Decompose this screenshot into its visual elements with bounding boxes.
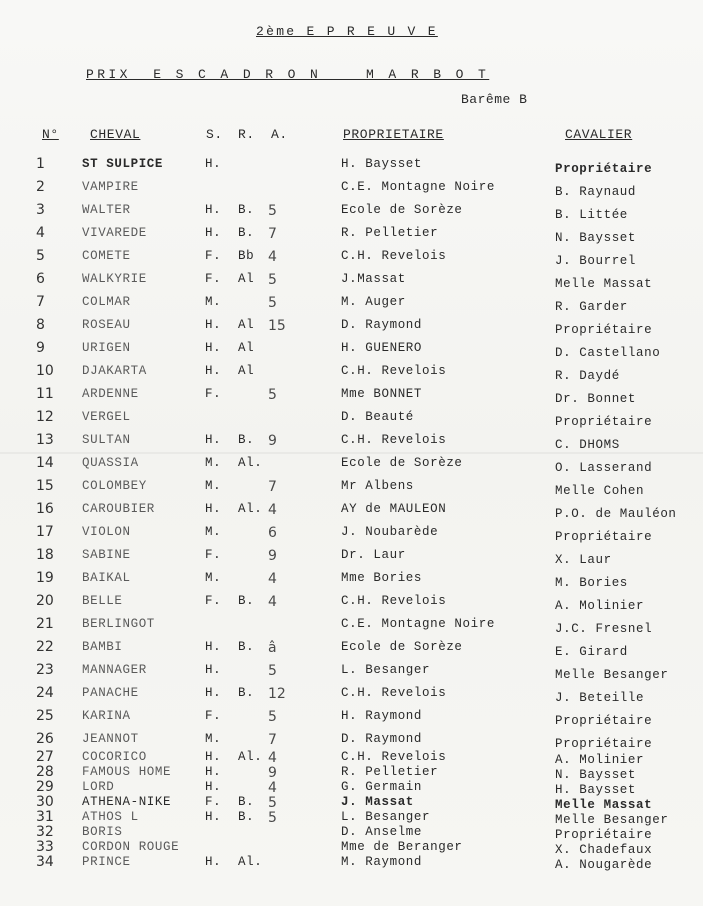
rider-name: Propriétaire <box>555 737 653 751</box>
horse-name: BAIKAL <box>82 571 131 585</box>
row-number: 16 <box>36 501 54 517</box>
row-number: 28 <box>36 764 54 780</box>
horse-name: ATHOS L <box>82 810 139 824</box>
horse-name: BELLE <box>82 594 123 608</box>
horse-sex: M. <box>205 295 222 309</box>
horse-name: LORD <box>82 780 115 794</box>
horse-sex: M. <box>205 479 222 493</box>
row-number: 23 <box>36 662 54 678</box>
horse-age: 9 <box>268 765 277 781</box>
horse-sex: F. <box>205 594 222 608</box>
horse-sex: F. <box>205 548 222 562</box>
rider-name: Propriétaire <box>555 162 653 176</box>
rider-name: Melle Cohen <box>555 484 645 498</box>
horse-age: 4 <box>268 571 277 587</box>
owner-name: Mme BONNET <box>341 387 423 401</box>
horse-name: JEANNOT <box>82 732 139 746</box>
horse-race: Al. <box>238 750 263 764</box>
owner-name: H. Raymond <box>341 709 423 723</box>
bareme-label: Barême B <box>461 92 528 107</box>
row-number: 25 <box>36 708 54 724</box>
owner-name: Mme de Beranger <box>341 840 463 854</box>
owner-name: C.E. Montagne Noire <box>341 180 495 194</box>
owner-name: C.E. Montagne Noire <box>341 617 495 631</box>
horse-age: 4 <box>268 594 277 610</box>
horse-name: DJAKARTA <box>82 364 147 378</box>
horse-name: VERGEL <box>82 410 131 424</box>
owner-name: C.H. Revelois <box>341 750 447 764</box>
horse-sex: H. <box>205 640 222 654</box>
horse-name: VIVAREDE <box>82 226 147 240</box>
horse-sex: F. <box>205 795 222 809</box>
row-number: 21 <box>36 616 54 632</box>
row-number: 34 <box>36 854 54 870</box>
horse-race: Al <box>238 318 255 332</box>
owner-name: R. Pelletier <box>341 226 439 240</box>
row-number: 15 <box>36 478 54 494</box>
header-race: R. <box>238 127 255 142</box>
horse-name: PRINCE <box>82 855 131 869</box>
row-number: 32 <box>36 824 54 840</box>
rider-name: D. Castellano <box>555 346 661 360</box>
owner-name: C.H. Revelois <box>341 433 447 447</box>
owner-name: D. Raymond <box>341 732 423 746</box>
owner-name: L. Besanger <box>341 810 431 824</box>
horse-sex: H. <box>205 226 222 240</box>
owner-name: AY de MAULEON <box>341 502 447 516</box>
prize-title: PRIX E S C A D R O N M A R B O T <box>86 67 490 82</box>
rider-name: E. Girard <box>555 645 628 659</box>
owner-name: Ecole de Sorèze <box>341 456 463 470</box>
horse-sex: F. <box>205 387 222 401</box>
owner-name: D. Beauté <box>341 410 414 424</box>
horse-name: WALKYRIE <box>82 272 147 286</box>
horse-name: VAMPIRE <box>82 180 139 194</box>
owner-name: Ecole de Sorèze <box>341 640 463 654</box>
rider-name: J.C. Fresnel <box>555 622 653 636</box>
horse-age: 4 <box>268 249 277 265</box>
header-age: A. <box>271 127 288 142</box>
horse-name: COLMAR <box>82 295 131 309</box>
horse-age: 5 <box>268 795 277 811</box>
row-number: 14 <box>36 455 54 471</box>
row-number: 2 <box>36 179 45 195</box>
rider-name: B. Littée <box>555 208 628 222</box>
horse-age: 5 <box>268 663 277 679</box>
horse-sex: F. <box>205 272 222 286</box>
horse-age: 5 <box>268 203 277 219</box>
rider-name: O. Lasserand <box>555 461 653 475</box>
row-number: 31 <box>36 809 54 825</box>
horse-sex: H. <box>205 765 222 779</box>
horse-age: 6 <box>268 525 277 541</box>
header-number: N° <box>42 127 59 142</box>
horse-age: 5 <box>268 387 277 403</box>
row-number: 24 <box>36 685 54 701</box>
rider-name: Propriétaire <box>555 530 653 544</box>
horse-sex: H. <box>205 810 222 824</box>
owner-name: Mr Albens <box>341 479 414 493</box>
horse-name: COCORICO <box>82 750 147 764</box>
horse-race: B. <box>238 640 255 654</box>
horse-name: ST SULPICE <box>82 157 164 171</box>
horse-name: VIOLON <box>82 525 131 539</box>
rider-name: Dr. Bonnet <box>555 392 637 406</box>
horse-age: 9 <box>268 548 277 564</box>
horse-age: 5 <box>268 709 277 725</box>
horse-age: 5 <box>268 295 277 311</box>
row-number: 33 <box>36 839 54 855</box>
horse-name: COMETE <box>82 249 131 263</box>
horse-sex: F. <box>205 249 222 263</box>
horse-name: BAMBI <box>82 640 123 654</box>
row-number: 26 <box>36 731 54 747</box>
owner-name: M. Auger <box>341 295 406 309</box>
horse-name: FAMOUS HOME <box>82 765 172 779</box>
paper-fold-line <box>0 452 703 454</box>
rider-name: Propriétaire <box>555 714 653 728</box>
row-number: 1 <box>36 156 45 172</box>
horse-age: 9 <box>268 433 277 449</box>
horse-name: SULTAN <box>82 433 131 447</box>
horse-race: B. <box>238 686 255 700</box>
horse-sex: H. <box>205 341 222 355</box>
row-number: 4 <box>36 225 45 241</box>
row-number: 11 <box>36 386 54 402</box>
horse-name: WALTER <box>82 203 131 217</box>
horse-race: Al. <box>238 502 263 516</box>
horse-sex: H. <box>205 686 222 700</box>
rider-name: X. Laur <box>555 553 612 567</box>
horse-age: 4 <box>268 502 277 518</box>
owner-name: C.H. Revelois <box>341 249 447 263</box>
owner-name: C.H. Revelois <box>341 364 447 378</box>
horse-sex: M. <box>205 525 222 539</box>
horse-race: Bb <box>238 249 255 263</box>
horse-age: 12 <box>268 686 286 702</box>
horse-race: B. <box>238 594 255 608</box>
horse-race: Al. <box>238 855 263 869</box>
owner-name: J. Massat <box>341 795 414 809</box>
horse-sex: H. <box>205 203 222 217</box>
row-number: 8 <box>36 317 45 333</box>
horse-age: 7 <box>268 479 277 495</box>
horse-race: Al <box>238 272 255 286</box>
horse-name: BORIS <box>82 825 123 839</box>
page-title: 2ème E P R E U V E <box>256 24 438 39</box>
horse-name: CORDON ROUGE <box>82 840 180 854</box>
rider-name: M. Bories <box>555 576 628 590</box>
owner-name: H. Baysset <box>341 157 423 171</box>
horse-name: PANACHE <box>82 686 139 700</box>
rider-name: C. DHOMS <box>555 438 620 452</box>
rider-name: Propriétaire <box>555 828 653 842</box>
horse-sex: H. <box>205 663 222 677</box>
horse-sex: H. <box>205 318 222 332</box>
horse-race: B. <box>238 810 255 824</box>
horse-age: â <box>268 640 277 656</box>
horse-name: URIGEN <box>82 341 131 355</box>
rider-name: J. Beteille <box>555 691 645 705</box>
horse-age: 4 <box>268 750 277 766</box>
rider-name: H. Baysset <box>555 783 637 797</box>
horse-sex: H. <box>205 502 222 516</box>
row-number: 20 <box>36 593 54 609</box>
horse-race: B. <box>238 795 255 809</box>
rider-name: N. Baysset <box>555 768 637 782</box>
owner-name: J.Massat <box>341 272 406 286</box>
horse-name: BERLINGOT <box>82 617 155 631</box>
owner-name: M. Raymond <box>341 855 423 869</box>
rider-name: B. Raynaud <box>555 185 637 199</box>
rider-name: P.O. de Mauléon <box>555 507 677 521</box>
rider-name: A. Molinier <box>555 753 645 767</box>
rider-name: R. Daydé <box>555 369 620 383</box>
rider-name: A. Nougarède <box>555 858 653 872</box>
rider-name: Propriétaire <box>555 415 653 429</box>
horse-name: ARDENNE <box>82 387 139 401</box>
row-number: 12 <box>36 409 54 425</box>
owner-name: Ecole de Sorèze <box>341 203 463 217</box>
horse-name: SABINE <box>82 548 131 562</box>
row-number: 18 <box>36 547 54 563</box>
header-cheval: CHEVAL <box>90 127 141 142</box>
header-cavalier: CAVALIER <box>565 127 633 142</box>
row-number: 19 <box>36 570 54 586</box>
header-sex: S. <box>206 127 223 142</box>
owner-name: R. Pelletier <box>341 765 439 779</box>
row-number: 30 <box>36 794 54 810</box>
row-number: 10 <box>36 363 54 379</box>
rider-name: J. Bourrel <box>555 254 637 268</box>
horse-sex: H. <box>205 364 222 378</box>
horse-age: 5 <box>268 810 277 826</box>
row-number: 27 <box>36 749 54 765</box>
horse-age: 7 <box>268 732 277 748</box>
rider-name: A. Molinier <box>555 599 645 613</box>
horse-age: 5 <box>268 272 277 288</box>
rider-name: Melle Massat <box>555 798 653 812</box>
horse-sex: H. <box>205 855 222 869</box>
row-number: 17 <box>36 524 54 540</box>
owner-name: Dr. Laur <box>341 548 406 562</box>
owner-name: D. Anselme <box>341 825 423 839</box>
horse-race: B. <box>238 433 255 447</box>
horse-age: 7 <box>268 226 277 242</box>
owner-name: C.H. Revelois <box>341 686 447 700</box>
horse-sex: M. <box>205 732 222 746</box>
horse-name: ROSEAU <box>82 318 131 332</box>
rider-name: X. Chadefaux <box>555 843 653 857</box>
horse-sex: M. <box>205 456 222 470</box>
owner-name: J. Noubarède <box>341 525 439 539</box>
row-number: 5 <box>36 248 45 264</box>
horse-sex: M. <box>205 571 222 585</box>
row-number: 6 <box>36 271 45 287</box>
owner-name: G. Germain <box>341 780 423 794</box>
owner-name: L. Besanger <box>341 663 431 677</box>
horse-name: KARINA <box>82 709 131 723</box>
horse-sex: H. <box>205 433 222 447</box>
rider-name: N. Baysset <box>555 231 637 245</box>
owner-name: C.H. Revelois <box>341 594 447 608</box>
horse-race: B. <box>238 226 255 240</box>
row-number: 7 <box>36 294 45 310</box>
rider-name: Propriétaire <box>555 323 653 337</box>
owner-name: Mme Bories <box>341 571 423 585</box>
row-number: 13 <box>36 432 54 448</box>
horse-race: Al. <box>238 456 263 470</box>
rider-name: R. Garder <box>555 300 628 314</box>
horse-name: MANNAGER <box>82 663 147 677</box>
horse-name: QUASSIA <box>82 456 139 470</box>
horse-race: Al <box>238 341 255 355</box>
row-number: 9 <box>36 340 45 356</box>
row-number: 3 <box>36 202 45 218</box>
header-proprietaire: PROPRIETAIRE <box>343 127 444 142</box>
horse-age: 4 <box>268 780 277 796</box>
horse-race: B. <box>238 203 255 217</box>
horse-name: COLOMBEY <box>82 479 147 493</box>
rider-name: Melle Besanger <box>555 668 669 682</box>
horse-sex: F. <box>205 709 222 723</box>
horse-sex: H. <box>205 780 222 794</box>
owner-name: D. Raymond <box>341 318 423 332</box>
row-number: 29 <box>36 779 54 795</box>
horse-sex: H. <box>205 157 222 171</box>
row-number: 22 <box>36 639 54 655</box>
rider-name: Melle Massat <box>555 277 653 291</box>
owner-name: H. GUENERO <box>341 341 423 355</box>
horse-sex: H. <box>205 750 222 764</box>
horse-name: ATHENA-NIKE <box>82 795 172 809</box>
horse-age: 15 <box>268 318 286 334</box>
rider-name: Melle Besanger <box>555 813 669 827</box>
horse-name: CAROUBIER <box>82 502 155 516</box>
horse-race: Al <box>238 364 255 378</box>
